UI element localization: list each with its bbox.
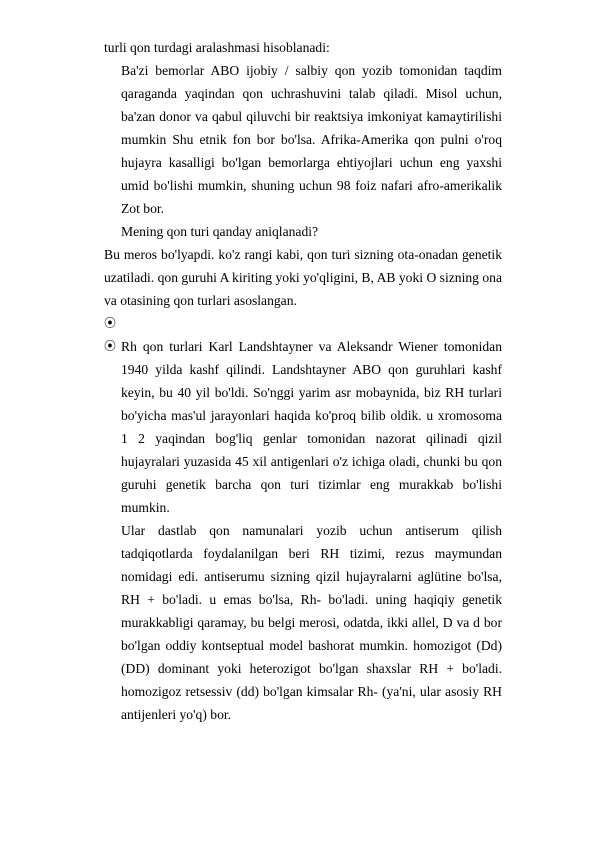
bullet-icon: ⦿ <box>104 316 117 330</box>
document-page <box>104 36 502 726</box>
empty-bullet-item <box>104 312 502 335</box>
paragraph-rh-discovery: Rh qon turlari Karl Landshtayner va Aleksandr Wiener tomonidan 1940 yilda kashf qilindi. Landshtayner ABO qon guruhlari kashf keyin, bu 40 yil bo'ldi. So'nggi yarim asr mobaynida, biz RH turlari bo'yicha mas'ul jarayonlari haqida ko'proq bilib oldik. u xromosoma 1 2 yaqindan bog'liq genlar tomonidan nazorat qilinadi qizil hujayralari yuzasida 45 xil antigenlari o'z ichiga oladi, chunki bu qon guruhi genetik barcha qon turi tizimlar eng murakkab bo'lishi mumkin. <box>121 339 502 515</box>
paragraph-inheritance: Bu meros bo'lyapdi. ko'z rangi kabi, qon turi sizning ota-onadan genetik uzatiladi. qon guruhi A kiriting yoki yo'qligini, B, AB yoki O sizning ona va otasining qon turlari asoslangan. <box>104 247 502 308</box>
empty-line <box>121 312 502 335</box>
paragraph-abo-matching: Ba'zi bemorlar ABO ijobiy / salbiy qon yozib tomonidan taqdim qaraganda yaqindan qon uchrashuvini talab qiladi. Misol uchun, ba'zan donor va qabul qiluvchi bir reaktsiya imkoniyat kamaytirilishi mumkin Shu etnik fon bor bo'lsa. Afrika-Amerika qon pulni o'roq hujayra kasalligi bo'lgan bemorlarga ehtiyojlari uchun eng yaxshi umid bo'lishi mumkin, shuning uchun 98 foiz nafari afro-amerikalik Zot bor. <box>121 63 502 216</box>
rh-bullet-item <box>104 335 502 726</box>
paragraph-rh-system: Ular dastlab qon namunalari yozib uchun antiserum qilish tadqiqotlarda foydalanilgan beri RH tizimi, rezus maymundan nomidagi edi. antiserumu sizning qizil hujayralarni aglütine bo'lsa, RH + bo'ladi. u emas bo'lsa, Rh- bo'ladi. uning haqiqiy genetik murakkabligi qaramay, bu belgi merosi, odatda, ikki allel, D va d bor bo'lgan oddiy kontseptual model bashorat mumkin. homozigot (Dd) (DD) dominant yoki heterozigot bo'lgan shaxslar RH + bo'ladi. homozigoz retsessiv (dd) bo'lgan kimsalar Rh- (ya'ni, ular asosiy RH antijenleri yo'q) bor. <box>121 523 502 722</box>
bullet-icon: ⦿ <box>104 339 117 353</box>
paragraph-question-heading: Mening qon turi qanday aniqlanadi? <box>121 224 319 239</box>
paragraph-intro-continuation: turli qon turdagi aralashmasi hisoblanadi: <box>104 40 330 55</box>
